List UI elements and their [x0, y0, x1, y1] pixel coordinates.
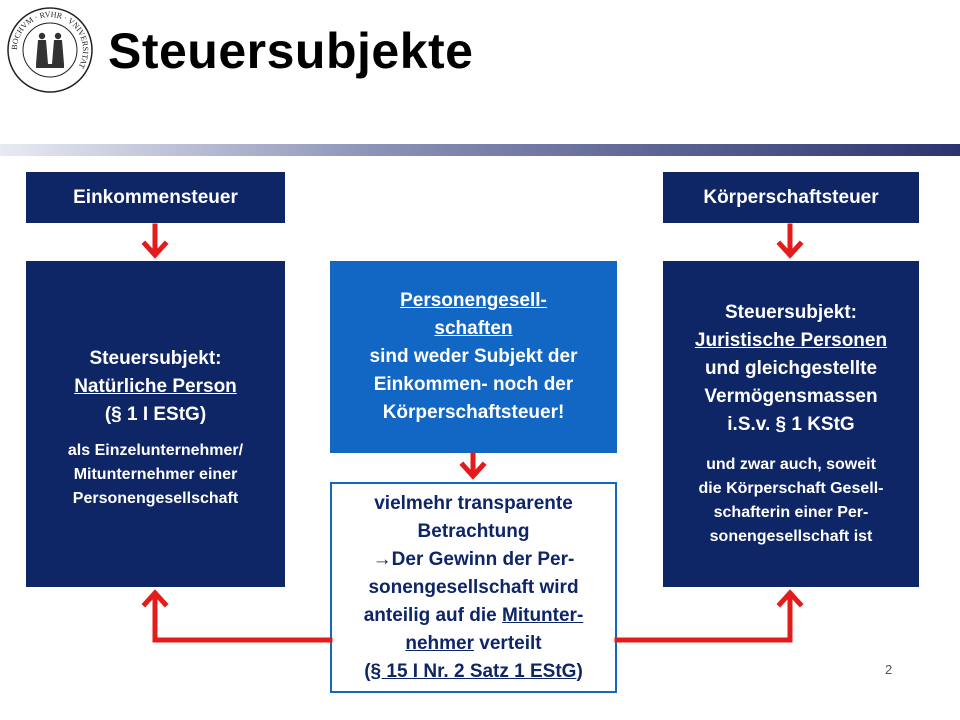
right-text-1: und gleichgestellte: [704, 358, 878, 379]
right-detail-line-2: die Körperschaft Gesell-: [698, 480, 884, 497]
transparent-text-5: anteilig auf die Mitunter-: [363, 604, 584, 626]
mitunternehmer-link-cont[interactable]: nehmer: [405, 632, 475, 654]
transparent-text-3: →Der Gewinn der Per-: [372, 548, 575, 570]
arrow-up-icon-right: [617, 593, 800, 640]
left-detail-line-2: Mitunternehmer einer: [73, 466, 238, 483]
page-title: Steuersubjekte: [108, 23, 474, 79]
right-subject-label: Steuersubjekt:: [725, 302, 857, 323]
seal-lettering: BOCHVM · RVHR · VNIVERSITAT: [9, 9, 91, 71]
transparent-text-2: Betrachtung: [417, 520, 530, 542]
right-arrow-icon: →: [372, 548, 392, 570]
arrow-up-icon-left: [145, 593, 330, 640]
right-detail-line-1: und zwar auch, soweit: [706, 456, 876, 473]
partnership-label-1: Personengesell-: [400, 290, 547, 311]
right-text-2: Vermögensmassen: [704, 386, 878, 407]
transparent-text-4: sonengesellschaft wird: [368, 576, 579, 598]
arrow-down-icon-right: [780, 226, 800, 255]
natural-person-label: Natürliche Person: [74, 376, 237, 397]
arrow-down-icon-left: [145, 226, 165, 255]
mitunternehmer-link[interactable]: Mitunter-: [502, 604, 584, 626]
kstg-reference: i.S.v. § 1 KStG: [727, 414, 855, 435]
corporate-tax-header: Körperschaftsteuer: [663, 172, 919, 223]
partnership-text-1: sind weder Subjekt der: [369, 346, 578, 367]
transparent-text-6: nehmer verteilt: [405, 632, 542, 654]
page-number: 2: [885, 662, 893, 677]
partnership-label-2: schaften: [434, 318, 513, 339]
left-detail-line-3: Personengesellschaft: [72, 490, 239, 507]
estg-reference: (§ 1 I EStG): [104, 404, 207, 425]
left-detail-line-1: als Einzelunternehmer/: [67, 442, 244, 459]
partnership-text-2: Einkommen- noch der: [373, 374, 574, 395]
transparent-text-1: vielmehr transparente: [374, 492, 573, 514]
right-detail-line-4: sonengesellschaft ist: [709, 528, 873, 545]
partnership-text-3: Körperschaftsteuer!: [382, 402, 565, 423]
left-subject-label: Steuersubjekt:: [89, 348, 222, 369]
legal-persons-label: Juristische Personen: [694, 330, 888, 351]
right-detail-line-3: schafterin einer Per-: [713, 504, 869, 521]
arrow-down-icon-middle: [463, 455, 483, 476]
income-tax-header: Einkommensteuer: [26, 172, 285, 223]
transparent-text-7: (§ 15 I Nr. 2 Satz 1 EStG): [364, 660, 583, 682]
estg-15-link[interactable]: § 15 I Nr. 2 Satz 1 EStG: [370, 660, 577, 682]
